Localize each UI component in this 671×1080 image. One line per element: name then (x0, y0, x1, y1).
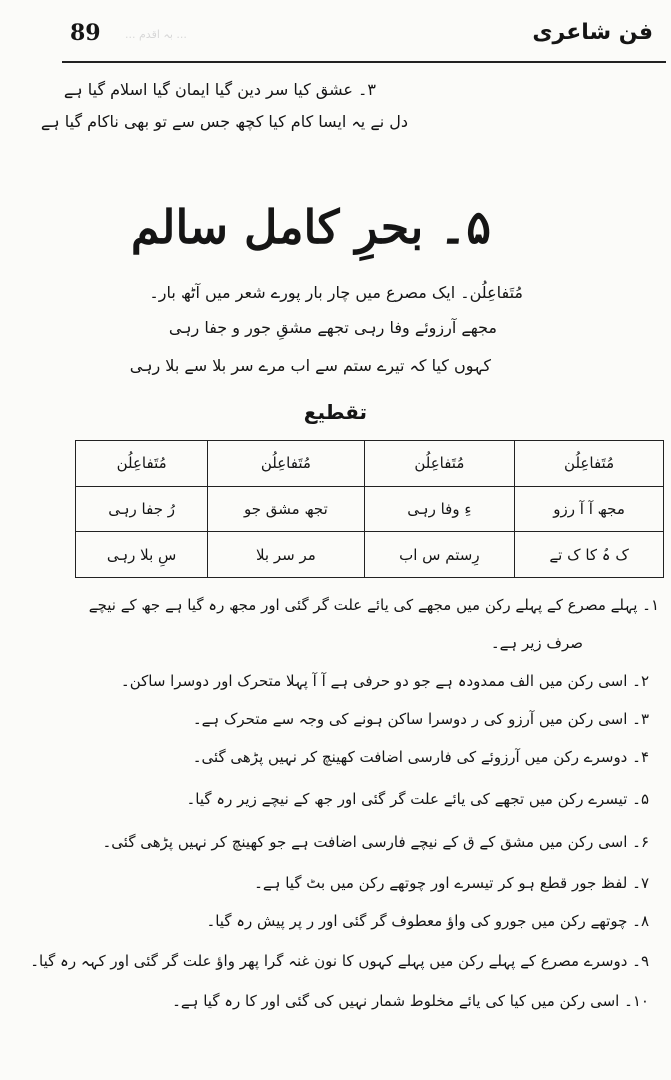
table-row (76, 441, 664, 487)
section-heading: ۵۔ بحرِ کامل سالم (130, 200, 491, 254)
note-4: ۴۔ دوسرے رکن میں آرزوئے کی فارسی اضافت کھینچ کر نہیں پڑھی گئی۔ (192, 748, 649, 766)
table-cell: مُتَفاعِلُن (208, 441, 364, 487)
page-header (0, 0, 671, 62)
faint-header-text: ... بہ اقدم ... (125, 28, 187, 41)
table-cell: ک ہُ کا ک تے (515, 532, 664, 578)
table-cell: رِستم س اب (364, 532, 515, 578)
table-cell: مُتَفاعِلُن (515, 441, 664, 487)
couplet-line-1: مجھے آرزوئے وفا رہی تجھے مشقِ جور و جفا رہی (168, 318, 497, 337)
section-intro: مُتَفاعِلُن۔ ایک مصرع میں چار بار پورے شعر میں آٹھ بار۔ (149, 283, 523, 302)
note-6: ۶۔ اسی رکن میں مشق کے ق کے نیچے فارسی اضافت ہے جو کھینچ کر نہیں پڑھی گئی۔ (102, 833, 649, 851)
table-cell: مجھ آ آ رزو (515, 486, 664, 532)
table-cell: مُتَفاعِلُن (76, 441, 208, 487)
note-2: ۲۔ اسی رکن میں الف ممدودہ ہے جو دو حرفی ہے آ آ پہلا متحرک اور دوسرا ساکن۔ (120, 672, 649, 690)
note-8: ۸۔ چوتھے رکن میں جورو کی واؤ معطوف گر گئی اور ر پر پیش رہ گیا۔ (206, 912, 649, 930)
poem-line-1: ۳۔ عشق کیا سر دین گیا ایمان گیا اسلام گیا ہے (63, 80, 376, 99)
note-9: ۹۔ دوسرے مصرع کے پہلے رکن میں پہلے کہوں کا نون غنہ گرا پھر واؤ علت گر گئی اور کہہ رہ گیا۔ (30, 952, 649, 970)
book-title: فن شاعری (532, 20, 653, 45)
table-cell: سِ بلا رہی (76, 532, 208, 578)
note-10: ۱۰۔ اسی رکن میں کیا کی یائے مخلوط شمار نہیں کی گئی اور کا رہ گیا ہے۔ (172, 992, 649, 1010)
table-cell: ءِ وفا رہی (364, 486, 515, 532)
page-number: 89 (70, 20, 101, 46)
note-3: ۳۔ اسی رکن میں آرزو کی ر دوسرا ساکن ہونے کی وجہ سے متحرک ہے۔ (192, 710, 649, 728)
note-1-continued: صرف زیر ہے۔ (490, 634, 583, 652)
scansion-title: تقطیع (303, 400, 367, 424)
table-row (76, 486, 664, 532)
table-cell: مُتَفاعِلُن (364, 441, 515, 487)
table-cell: رُ جفا رہی (76, 486, 208, 532)
table-row (76, 532, 664, 578)
poem-line-2: دل نے یہ ایسا کام کیا کچھ جس سے تو بھی ناکام گیا ہے (40, 112, 408, 131)
header-divider (62, 61, 666, 63)
scansion-table (75, 440, 664, 578)
table-cell: مر سر بلا (208, 532, 364, 578)
note-1: ۱۔ پہلے مصرع کے پہلے رکن میں مجھے کی یائے علت گر گئی اور مجھ رہ گیا ہے جھ کے نیچے (88, 596, 659, 614)
table-cell: تجھ مشق جو (208, 486, 364, 532)
note-5: ۵۔ تیسرے رکن میں تجھے کی یائے علت گر گئی اور جھ کے نیچے زیر رہ گیا۔ (186, 790, 649, 808)
note-7: ۷۔ لفظ جور قطع ہو کر تیسرے اور چوتھے رکن میں بٹ گیا ہے۔ (254, 874, 649, 892)
couplet-line-2: کہوں کیا کہ تیرے ستم سے اب مرے سر بلا سے بلا رہی (129, 356, 491, 375)
